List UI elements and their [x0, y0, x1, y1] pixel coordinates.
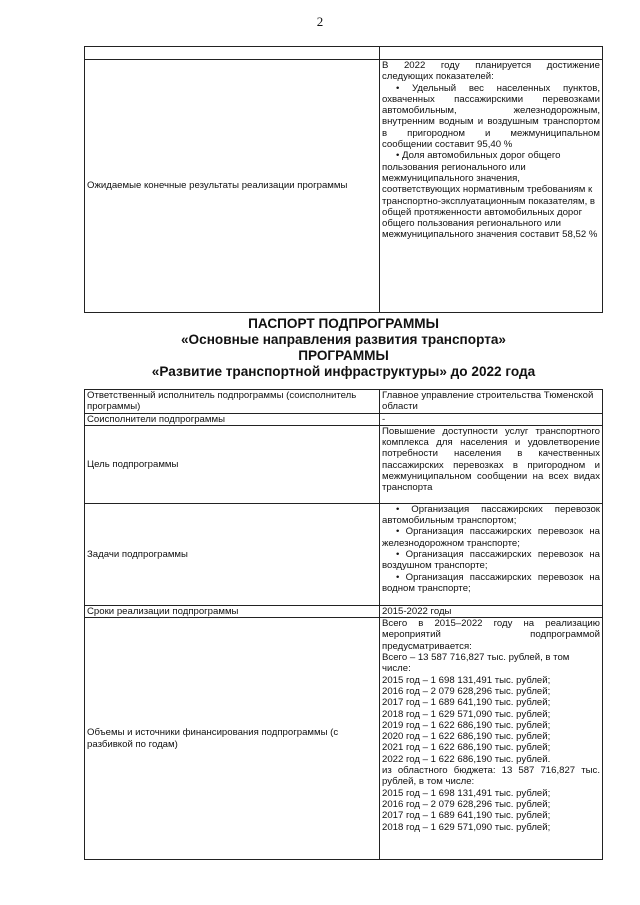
finance-year: 2019 год – 1 622 686,190 тыс. рублей; [382, 719, 551, 731]
subprogram-heading [84, 316, 603, 380]
finance-year: 2015 год – 1 698 131,491 тыс. рублей; [382, 787, 551, 799]
page-number: 2 [316, 14, 324, 29]
row-value: Главное управление строительства Тюменской области [380, 390, 603, 414]
table-row [85, 605, 603, 617]
finance-year: 2020 год – 1 622 686,190 тыс. рублей; [382, 731, 551, 743]
row-value [380, 618, 603, 860]
row-label: Сроки реализации подпрограммы [85, 605, 380, 617]
row-label: Цель подпрограммы [85, 425, 380, 503]
row-label: Объемы и источники финансирования подпрограммы (с разбивкой по годам) [85, 618, 380, 860]
row-value: 2015-2022 годы [380, 605, 603, 617]
finance-year: 2015 год – 1 698 131,491 тыс. рублей; [382, 674, 551, 686]
task-item: • Организация пассажирских перевозок автомобильным транспортом; [382, 503, 600, 527]
results-bullet: • Удельный вес населенных пунктов, охваченных пассажирскими перевозками автомобильным, железнодорожным, внутренним водным и воздушным транспортом в пригородном и межмуниципальном сообщении составит 95,40 % [382, 82, 600, 151]
program-results-table [84, 46, 603, 313]
row-label: Соисполнители подпрограммы [85, 413, 380, 425]
results-bullet: • Доля автомобильных дорог общего пользования регионального или межмуниципального значения, соответствующих нормативным требованиям к транспортно-эксплуатационным показателям, в общей протяженности автомобильных дорог общего пользования регионального или межмуниципального значения составит 58,52 % [382, 150, 598, 241]
finance-year: 2016 год – 2 079 628,296 тыс. рублей; [382, 798, 551, 810]
table-cell [85, 47, 380, 60]
row-label: Ответственный исполнитель подпрограммы (соисполнитель программы) [85, 390, 380, 414]
finance-intro: Всего в 2015–2022 году на реализацию мероприятий подпрограммой предусматривается: [382, 618, 600, 652]
task-item: • Организация пассажирских перевозок на железнодорожном транспорте; [382, 526, 600, 549]
row-value [380, 503, 603, 605]
table-row [85, 47, 603, 60]
heading-line: «Развитие транспортной инфраструктуры» до 2022 года [151, 364, 536, 379]
row-value [380, 60, 603, 313]
table-row [85, 390, 603, 414]
table-row [85, 618, 603, 860]
finance-year: 2017 год – 1 689 641,190 тыс. рублей; [382, 810, 551, 822]
table-row [85, 503, 603, 605]
heading-line: ПРОГРАММЫ [298, 348, 389, 363]
finance-year: 2018 год – 1 629 571,090 тыс. рублей; [382, 821, 551, 833]
subprogram-passport-table [84, 389, 603, 860]
finance-year: 2021 год – 1 622 686,190 тыс. рублей; [382, 742, 551, 754]
task-item: • Организация пассажирских перевозок на водном транспорте; [382, 571, 600, 594]
finance-year: 2018 год – 1 629 571,090 тыс. рублей; [382, 708, 551, 720]
finance-total: Всего – 13 587 716,827 тыс. рублей, в том числе: [382, 652, 570, 675]
row-value: Повышение доступности услуг транспортного комплекса для населения и удовлетворение потребности населения в качественных пассажирских перевозках в пригородном и межмуниципальном сообщении на всех видах транспорта [380, 425, 603, 503]
table-cell [380, 47, 603, 60]
table-row [85, 413, 603, 425]
finance-year: 2022 год – 1 622 686,190 тыс. рублей. [382, 753, 551, 765]
finance-regional: из областного бюджета: 13 587 716,827 тыс. рублей, в том числе: [382, 765, 600, 788]
results-intro: В 2022 году планируется достижение следующих показателей: [382, 60, 600, 83]
finance-year: 2017 год – 1 689 641,190 тыс. рублей; [382, 697, 551, 709]
heading-line: «Основные направления развития транспорта» [181, 332, 506, 347]
table-row [85, 60, 603, 313]
heading-line: ПАСПОРТ ПОДПРОГРАММЫ [248, 316, 439, 331]
task-item: • Организация пассажирских перевозок на воздушном транспорте; [382, 549, 600, 572]
row-label: Задачи подпрограммы [85, 503, 380, 605]
row-label: Ожидаемые конечные результаты реализации программы [85, 60, 380, 313]
table-row [85, 425, 603, 503]
finance-year: 2016 год – 2 079 628,296 тыс. рублей; [382, 685, 551, 697]
row-value: - [380, 413, 603, 425]
